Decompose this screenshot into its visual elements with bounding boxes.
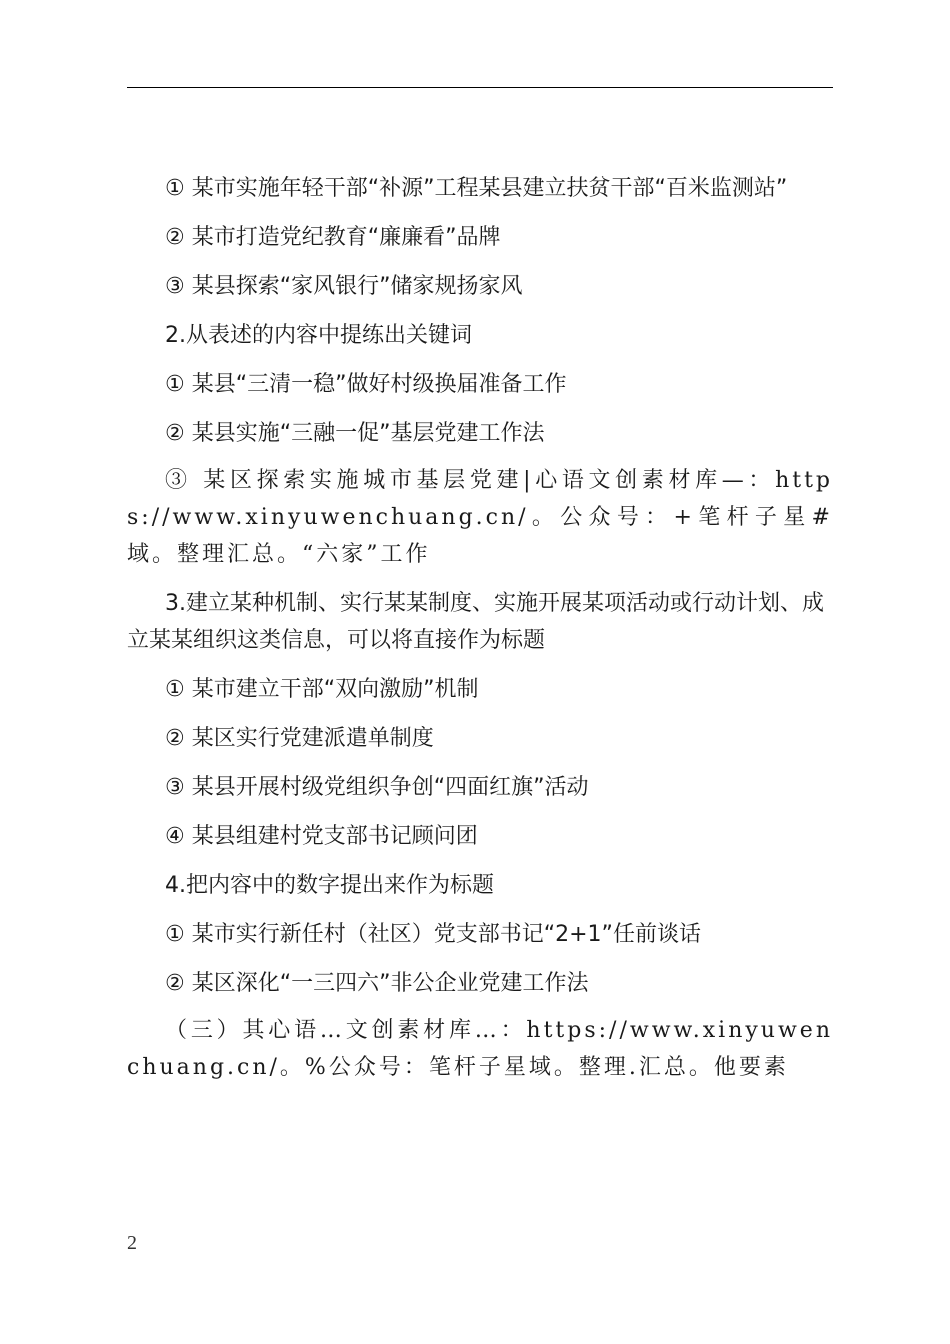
- list-item: ③ 某县探索“家风银行”储家规扬家风: [165, 274, 523, 299]
- section-heading: 3.建立某种机制、实行某某制度、实施开展某项活动或行动计划、成立某某组织这类信息，可以将直接作为标题: [127, 591, 824, 653]
- document-body: [127, 170, 833, 1098]
- header-rule: [127, 87, 833, 88]
- list-item: ② 某区深化“一三四六”非公企业党建工作法: [165, 971, 589, 996]
- list-item: ② 某市打造党纪教育“廉廉看”品牌: [165, 225, 501, 250]
- list-item: ① 某市实行新任村（社区）党支部书记“2+1”任前谈话: [165, 922, 701, 947]
- section-heading: 4.把内容中的数字提出来作为标题: [165, 873, 494, 898]
- list-item-watermarked: ③ 某区探索实施城市基层党建|心语文创素材库—：https://www.xinyuwenchuang.cn/。公众号：+笔杆子星#域。整理汇总。“六家”工作: [127, 468, 833, 567]
- section-heading-watermarked: （三）其心语…文创素材库…：https://www.xinyuwenchuang.cn/。%公众号：笔杆子星域。整理.汇总。他要素: [127, 1018, 833, 1080]
- page-number: 2: [127, 1232, 137, 1254]
- list-item: ① 某县“三清一稳”做好村级换届准备工作: [165, 372, 567, 397]
- list-item: ② 某区实行党建派遣单制度: [165, 726, 434, 751]
- list-item: ① 某市实施年轻干部“补源”工程某县建立扶贫干部“百米监测站”: [165, 176, 788, 201]
- list-item: ① 某市建立干部“双向激励”机制: [165, 677, 479, 702]
- section-heading: 2.从表述的内容中提练出关键词: [165, 323, 472, 348]
- list-item: ④ 某县组建村党支部书记顾问团: [165, 824, 478, 849]
- list-item: ② 某县实施“三融一促”基层党建工作法: [165, 421, 545, 446]
- list-item: ③ 某县开展村级党组织争创“四面红旗”活动: [165, 775, 589, 800]
